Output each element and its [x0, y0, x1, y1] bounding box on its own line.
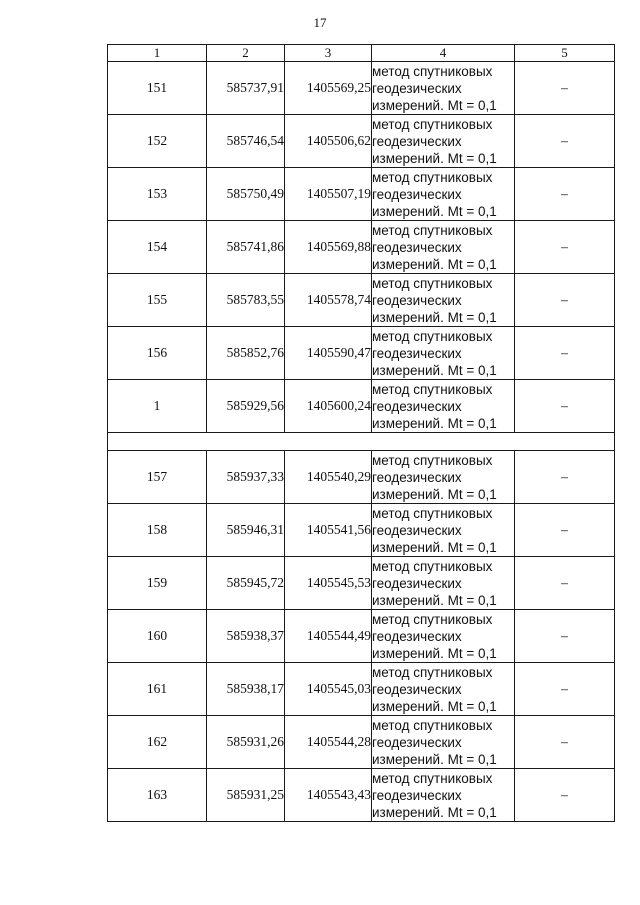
point-number-cell: 1 [108, 380, 207, 433]
x-coordinate-cell: 585746,54 [207, 115, 285, 168]
coordinates-table [107, 44, 615, 822]
column-header-3: 3 [285, 45, 372, 62]
y-coordinate-cell: 1405506,62 [285, 115, 372, 168]
note-cell: – [515, 115, 615, 168]
note-cell: – [515, 327, 615, 380]
note-cell: – [515, 62, 615, 115]
measurement-method-cell: метод спутниковых геодезических измерений. Mt = 0,1 [372, 115, 515, 168]
x-coordinate-cell: 585750,49 [207, 168, 285, 221]
table-row [108, 168, 615, 221]
measurement-method-cell: метод спутниковых геодезических измерений. Mt = 0,1 [372, 380, 515, 433]
note-cell: – [515, 380, 615, 433]
y-coordinate-cell: 1405507,19 [285, 168, 372, 221]
table-row [108, 62, 615, 115]
point-number-cell: 162 [108, 716, 207, 769]
y-coordinate-cell: 1405541,56 [285, 504, 372, 557]
table-row [108, 610, 615, 663]
measurement-method-cell: метод спутниковых геодезических измерений. Mt = 0,1 [372, 557, 515, 610]
note-cell: – [515, 274, 615, 327]
table-row [108, 557, 615, 610]
table-row [108, 327, 615, 380]
point-number-cell: 153 [108, 168, 207, 221]
point-number-cell: 155 [108, 274, 207, 327]
point-number-cell: 158 [108, 504, 207, 557]
point-number-cell: 154 [108, 221, 207, 274]
x-coordinate-cell: 585783,55 [207, 274, 285, 327]
table-row [108, 769, 615, 822]
point-number-cell: 157 [108, 451, 207, 504]
y-coordinate-cell: 1405569,88 [285, 221, 372, 274]
x-coordinate-cell: 585945,72 [207, 557, 285, 610]
x-coordinate-cell: 585931,25 [207, 769, 285, 822]
column-header-4: 4 [372, 45, 515, 62]
y-coordinate-cell: 1405543,43 [285, 769, 372, 822]
x-coordinate-cell: 585929,56 [207, 380, 285, 433]
table-row [108, 380, 615, 433]
note-cell: – [515, 557, 615, 610]
measurement-method-cell: метод спутниковых геодезических измерений. Mt = 0,1 [372, 451, 515, 504]
point-number-cell: 160 [108, 610, 207, 663]
x-coordinate-cell: 585938,17 [207, 663, 285, 716]
point-number-cell: 161 [108, 663, 207, 716]
table-row [108, 274, 615, 327]
note-cell: – [515, 610, 615, 663]
column-header-1: 1 [108, 45, 207, 62]
note-cell: – [515, 504, 615, 557]
table-row [108, 663, 615, 716]
measurement-method-cell: метод спутниковых геодезических измерений. Mt = 0,1 [372, 221, 515, 274]
page-number: 17 [313, 15, 327, 30]
measurement-method-cell: метод спутниковых геодезических измерений. Mt = 0,1 [372, 62, 515, 115]
table-row [108, 504, 615, 557]
note-cell: – [515, 663, 615, 716]
measurement-method-cell: метод спутниковых геодезических измерений. Mt = 0,1 [372, 327, 515, 380]
y-coordinate-cell: 1405544,49 [285, 610, 372, 663]
note-cell: – [515, 769, 615, 822]
x-coordinate-cell: 585946,31 [207, 504, 285, 557]
y-coordinate-cell: 1405590,47 [285, 327, 372, 380]
column-header-5: 5 [515, 45, 615, 62]
note-cell: – [515, 451, 615, 504]
y-coordinate-cell: 1405545,53 [285, 557, 372, 610]
table-row [108, 221, 615, 274]
point-number-cell: 152 [108, 115, 207, 168]
x-coordinate-cell: 585937,33 [207, 451, 285, 504]
table-row [108, 115, 615, 168]
x-coordinate-cell: 585737,91 [207, 62, 285, 115]
measurement-method-cell: метод спутниковых геодезических измерений. Mt = 0,1 [372, 274, 515, 327]
point-number-cell: 151 [108, 62, 207, 115]
x-coordinate-cell: 585852,76 [207, 327, 285, 380]
y-coordinate-cell: 1405545,03 [285, 663, 372, 716]
blank-separator-cell [108, 433, 615, 451]
note-cell: – [515, 168, 615, 221]
table-row [108, 451, 615, 504]
column-header-2: 2 [207, 45, 285, 62]
measurement-method-cell: метод спутниковых геодезических измерений. Mt = 0,1 [372, 504, 515, 557]
y-coordinate-cell: 1405569,25 [285, 62, 372, 115]
y-coordinate-cell: 1405540,29 [285, 451, 372, 504]
note-cell: – [515, 716, 615, 769]
point-number-cell: 156 [108, 327, 207, 380]
point-number-cell: 159 [108, 557, 207, 610]
blank-separator-row [108, 433, 615, 451]
y-coordinate-cell: 1405600,24 [285, 380, 372, 433]
measurement-method-cell: метод спутниковых геодезических измерений. Mt = 0,1 [372, 769, 515, 822]
measurement-method-cell: метод спутниковых геодезических измерений. Mt = 0,1 [372, 610, 515, 663]
table-row [108, 716, 615, 769]
x-coordinate-cell: 585938,37 [207, 610, 285, 663]
note-cell: – [515, 221, 615, 274]
x-coordinate-cell: 585931,26 [207, 716, 285, 769]
measurement-method-cell: метод спутниковых геодезических измерений. Mt = 0,1 [372, 663, 515, 716]
measurement-method-cell: метод спутниковых геодезических измерений. Mt = 0,1 [372, 716, 515, 769]
x-coordinate-cell: 585741,86 [207, 221, 285, 274]
table-header-row [108, 45, 615, 62]
y-coordinate-cell: 1405544,28 [285, 716, 372, 769]
point-number-cell: 163 [108, 769, 207, 822]
measurement-method-cell: метод спутниковых геодезических измерений. Mt = 0,1 [372, 168, 515, 221]
y-coordinate-cell: 1405578,74 [285, 274, 372, 327]
